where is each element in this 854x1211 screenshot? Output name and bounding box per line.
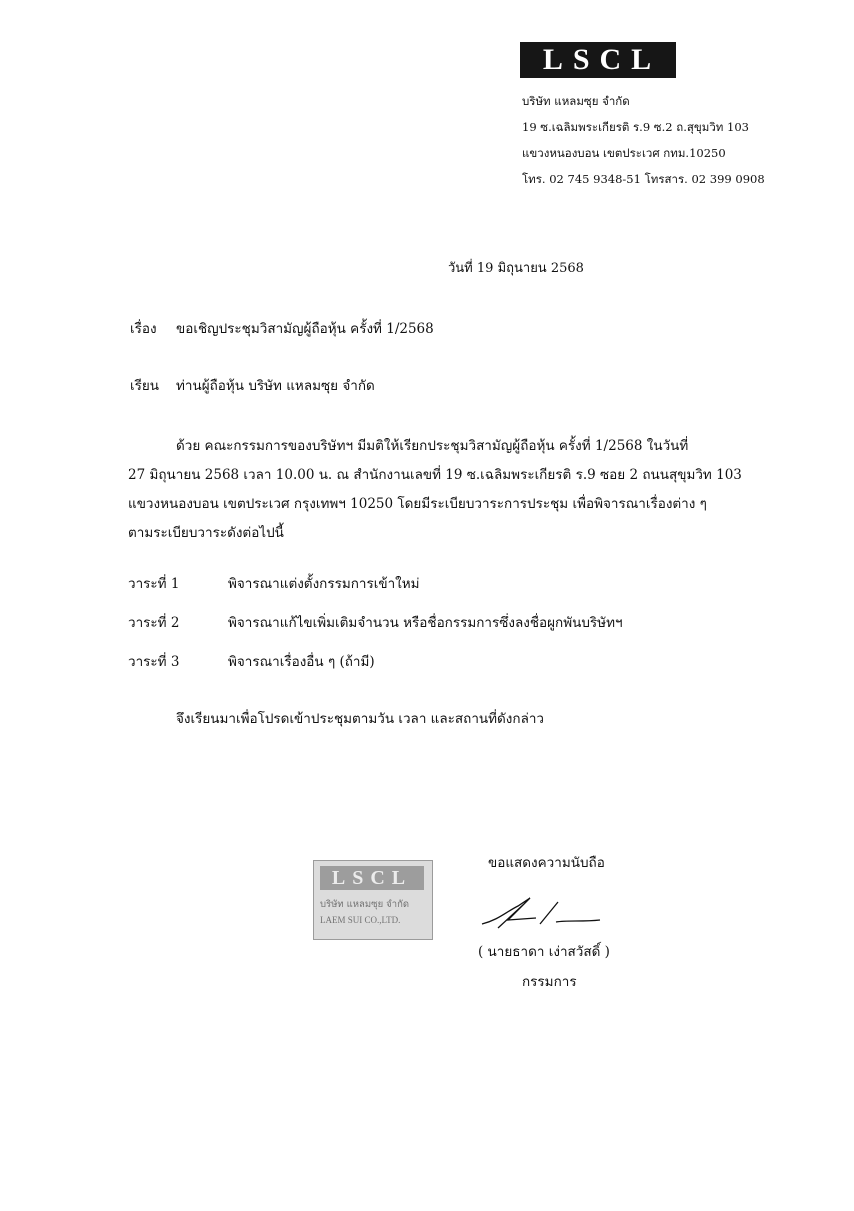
company-logo: LSCL <box>520 42 676 78</box>
company-address-block <box>522 88 765 192</box>
agenda-number: วาระที่ 2 <box>128 615 180 631</box>
stamp-company-th: บริษัท แหลมซุย จำกัด <box>320 899 410 910</box>
company-stamp <box>313 860 433 940</box>
regards-line: ขอแสดงความนับถือ <box>488 855 605 871</box>
body-line: ตามระเบียบวาระดังต่อไปนี้ <box>128 525 284 541</box>
handwritten-signature <box>478 894 608 934</box>
body-line: แขวงหนองบอน เขตประเวศ กรุงเทพฯ 10250 โดยมีระเบียบวาระการประชุม เพื่อพิจารณาเรื่องต่าง ๆ <box>128 496 707 512</box>
stamp-company-en: LAEM SUI CO.,LTD. <box>320 915 401 925</box>
contact-line: โทร. 02 745 9348-51 โทรสาร. 02 399 0908 <box>522 172 765 186</box>
address-line-1: 19 ซ.เฉลิมพระเกียรติ ร.9 ซ.2 ถ.สุขุมวิท 103 <box>522 120 749 134</box>
stamp-logo: LSCL <box>320 866 424 890</box>
subject-label: เรื่อง <box>130 321 157 337</box>
agenda-number: วาระที่ 3 <box>128 654 180 670</box>
agenda-text: พิจารณาเรื่องอื่น ๆ (ถ้ามี) <box>228 654 375 670</box>
recipient-text: ท่านผู้ถือหุ้น บริษัท แหลมซุย จำกัด <box>176 378 375 394</box>
signer-title: กรรมการ <box>522 974 577 990</box>
body-line: ด้วย คณะกรรมการของบริษัทฯ มีมติให้เรียกประชุมวิสามัญผู้ถือหุ้น ครั้งที่ 1/2568 ในวันที่ <box>176 438 689 454</box>
signer-name: ( นายธาดา เง่าสวัสดิ์ ) <box>478 944 610 960</box>
recipient-label: เรียน <box>130 378 160 394</box>
body-paragraph <box>128 432 742 548</box>
company-name: บริษัท แหลมซุย จำกัด <box>522 94 630 108</box>
closing-sentence: จึงเรียนมาเพื่อโปรดเข้าประชุมตามวัน เวลา และสถานที่ดังกล่าว <box>176 711 545 727</box>
letter-date: วันที่ 19 มิถุนายน 2568 <box>448 261 584 276</box>
address-line-2: แขวงหนองบอน เขตประเวศ กทม.10250 <box>522 146 726 160</box>
agenda-number: วาระที่ 1 <box>128 576 180 592</box>
agenda-text: พิจารณาแต่งตั้งกรรมการเข้าใหม่ <box>228 576 420 592</box>
subject-text: ขอเชิญประชุมวิสามัญผู้ถือหุ้น ครั้งที่ 1/2568 <box>176 321 434 337</box>
body-line: 27 มิถุนายน 2568 เวลา 10.00 น. ณ สำนักงานเลขที่ 19 ซ.เฉลิมพระเกียรติ ร.9 ซอย 2 ถนนสุขุมวิท 103 <box>128 467 742 483</box>
agenda-text: พิจารณาแก้ไขเพิ่มเติมจำนวน หรือชื่อกรรมการซึ่งลงชื่อผูกพันบริษัทฯ <box>228 615 623 631</box>
